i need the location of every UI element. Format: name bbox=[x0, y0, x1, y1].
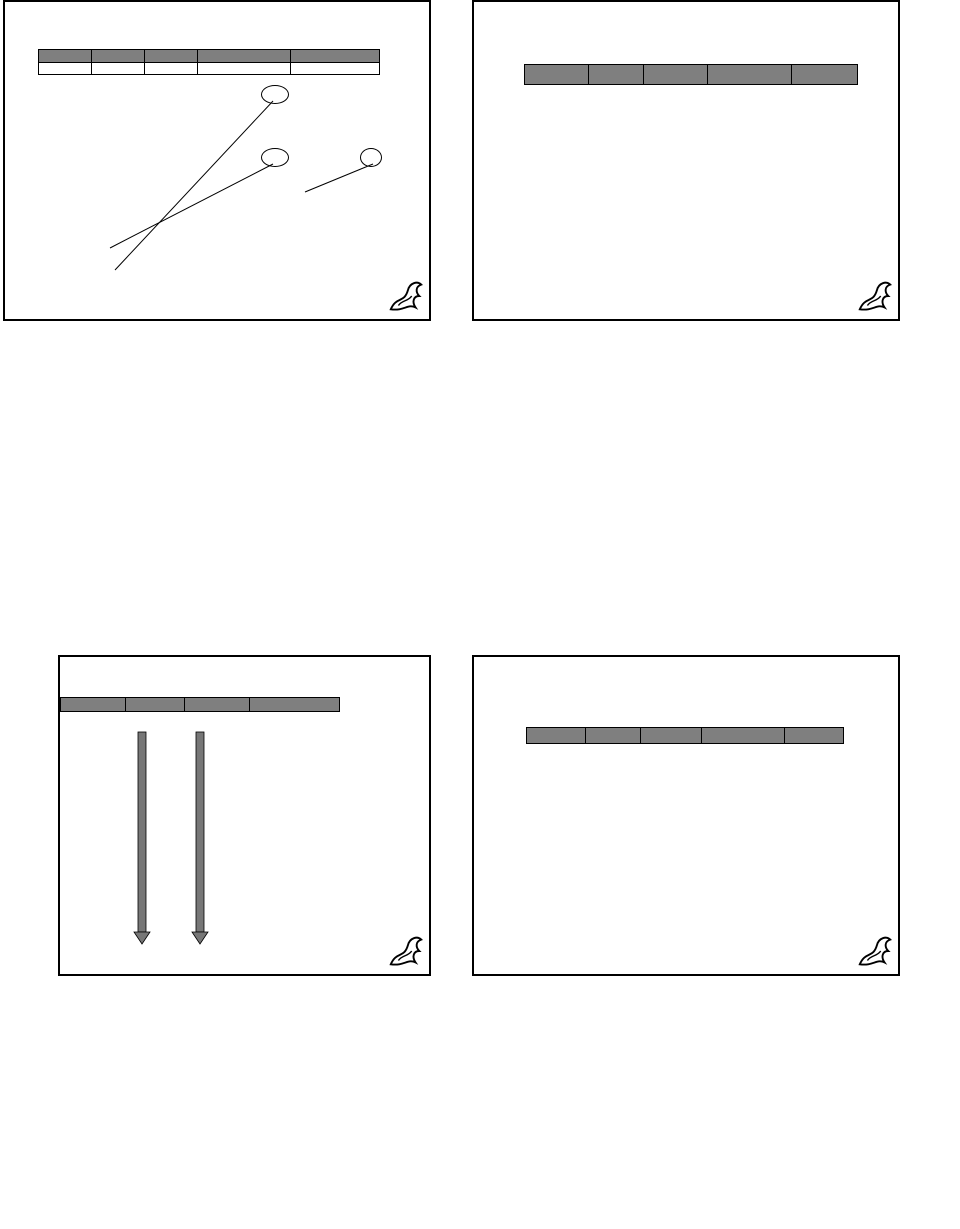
slide-running-total bbox=[58, 655, 431, 976]
col-sales bbox=[708, 65, 792, 85]
slide2-table bbox=[524, 64, 858, 85]
col-qtr bbox=[586, 728, 641, 744]
running-arrows bbox=[60, 657, 429, 974]
col-ytd bbox=[785, 728, 844, 744]
col-ytd bbox=[792, 65, 858, 85]
dragon-logo-icon bbox=[856, 277, 894, 315]
col-mon bbox=[641, 728, 702, 744]
col-qtr bbox=[589, 65, 644, 85]
col-year bbox=[527, 728, 586, 744]
slide-parallel-period bbox=[3, 0, 431, 321]
slide-ytd-wrong bbox=[472, 0, 900, 321]
dragon-logo-icon bbox=[387, 932, 425, 970]
slide-ytd-solution bbox=[472, 655, 900, 976]
connector-lines bbox=[5, 2, 429, 319]
col-year bbox=[525, 65, 589, 85]
col-sales bbox=[702, 728, 785, 744]
dragon-logo-icon bbox=[856, 932, 894, 970]
dragon-logo-icon bbox=[387, 277, 425, 315]
slide4-table bbox=[526, 727, 844, 744]
col-mon bbox=[644, 65, 708, 85]
